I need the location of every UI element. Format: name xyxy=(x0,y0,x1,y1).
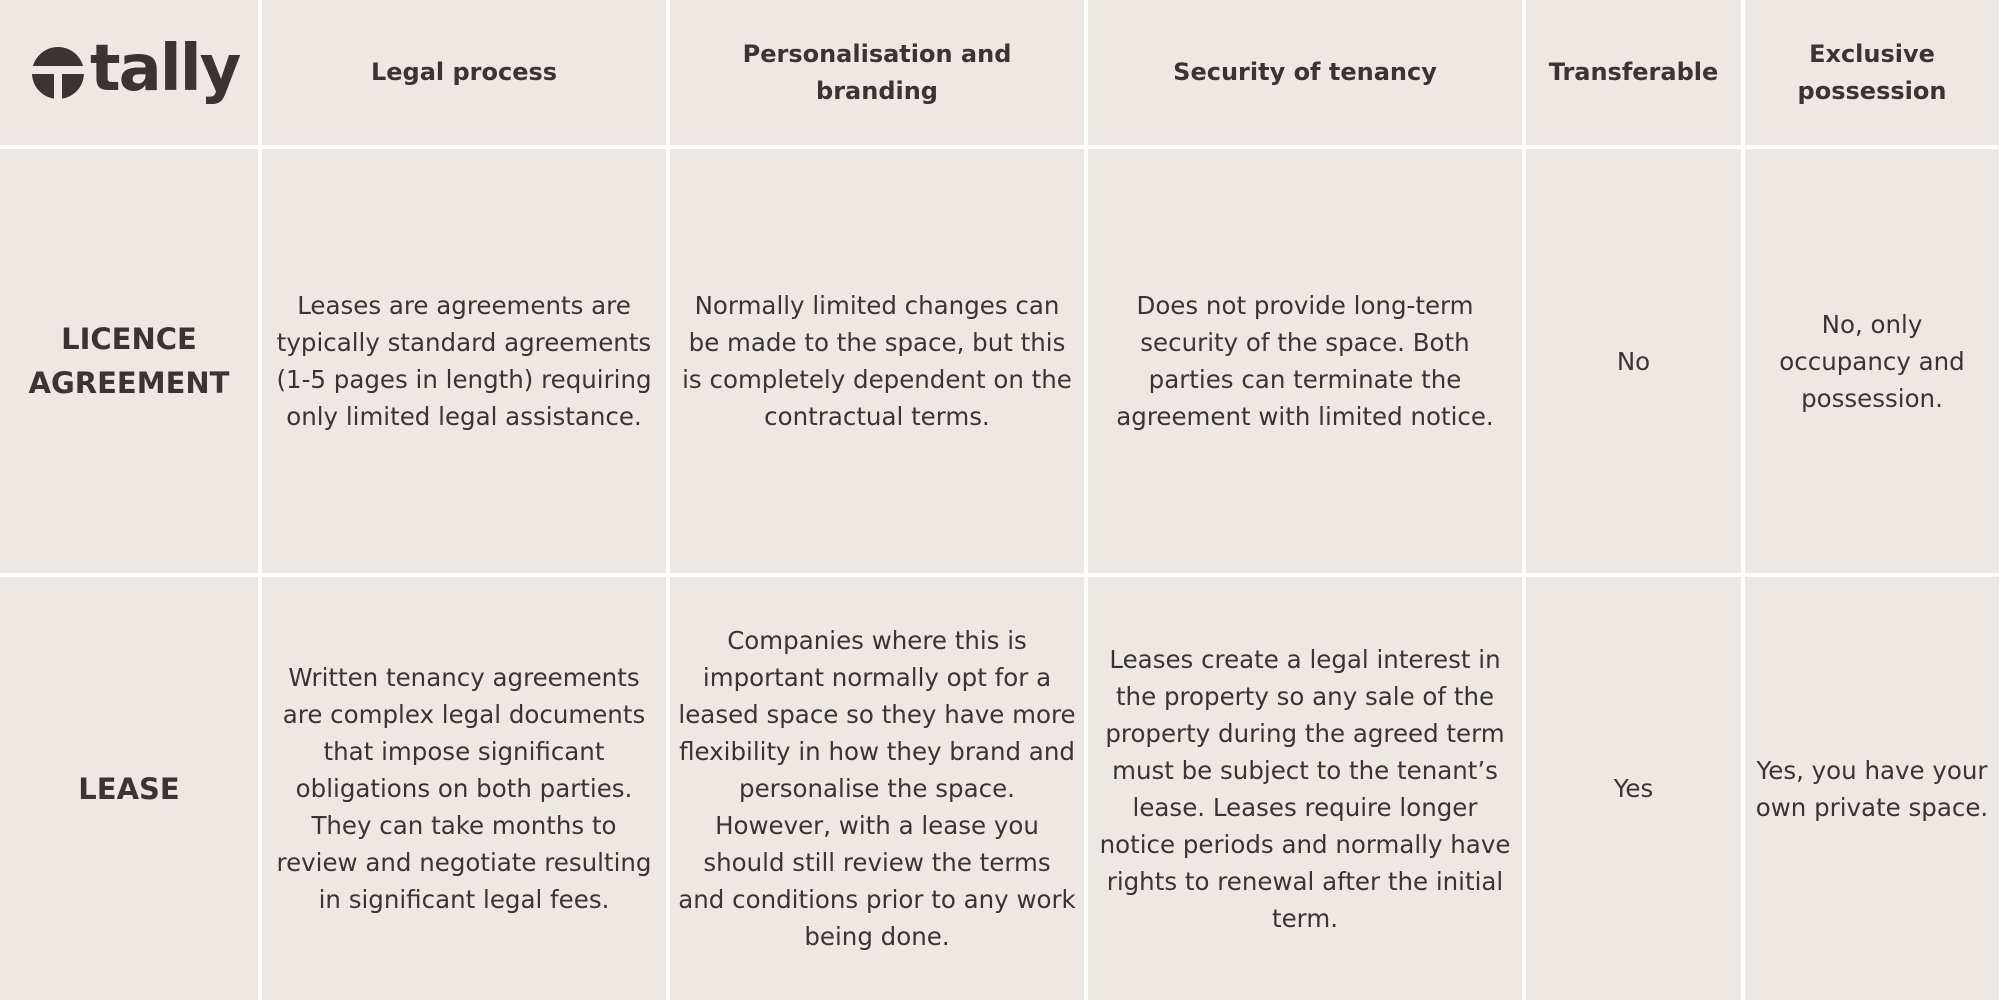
brand-name: tally xyxy=(90,31,240,106)
column-header-transferable: Transferable xyxy=(1526,0,1741,145)
licence-exclusive-possession: No, only occupancy and possession. xyxy=(1745,149,1999,573)
licence-legal-process: Leases are agreements are typically standard agreements (1-5 pages in length) requiring only limited legal assistance. xyxy=(262,149,666,573)
lease-security: Leases create a legal interest in the property so any sale of the property during the agreed term must be subject to the tenant’s lease. Leases require longer notice periods and normally have rights to renewal after the initial term. xyxy=(1088,577,1522,1000)
lease-exclusive-possession: Yes, you have your own private space. xyxy=(1745,577,1999,1000)
column-header-legal-process: Legal process xyxy=(262,0,666,145)
lease-personalisation: Companies where this is important normally opt for a leased space so they have more flexibility in how they brand and personalise the space. However, with a lease you should still review the terms and conditions prior to any work being done. xyxy=(670,577,1084,1000)
row-header-lease: LEASE xyxy=(0,577,258,1000)
licence-personalisation: Normally limited changes can be made to the space, but this is completely dependent on the contractual terms. xyxy=(670,149,1084,573)
column-header-security: Security of tenancy xyxy=(1088,0,1522,145)
brand-logo xyxy=(0,0,258,145)
licence-security: Does not provide long-term security of the space. Both parties can terminate the agreement with limited notice. xyxy=(1088,149,1522,573)
lease-legal-process: Written tenancy agreements are complex legal documents that impose significant obligations on both parties. They can take months to review and negotiate resulting in significant legal fees. xyxy=(262,577,666,1000)
licence-transferable: No xyxy=(1526,149,1741,573)
row-header-licence: LICENCE AGREEMENT xyxy=(0,149,258,573)
lease-transferable: Yes xyxy=(1526,577,1741,1000)
tally-logo-icon xyxy=(32,47,84,99)
column-header-personalisation: Personalisation and branding xyxy=(670,0,1084,145)
column-header-exclusive-possession: Exclusive possession xyxy=(1745,0,1999,145)
